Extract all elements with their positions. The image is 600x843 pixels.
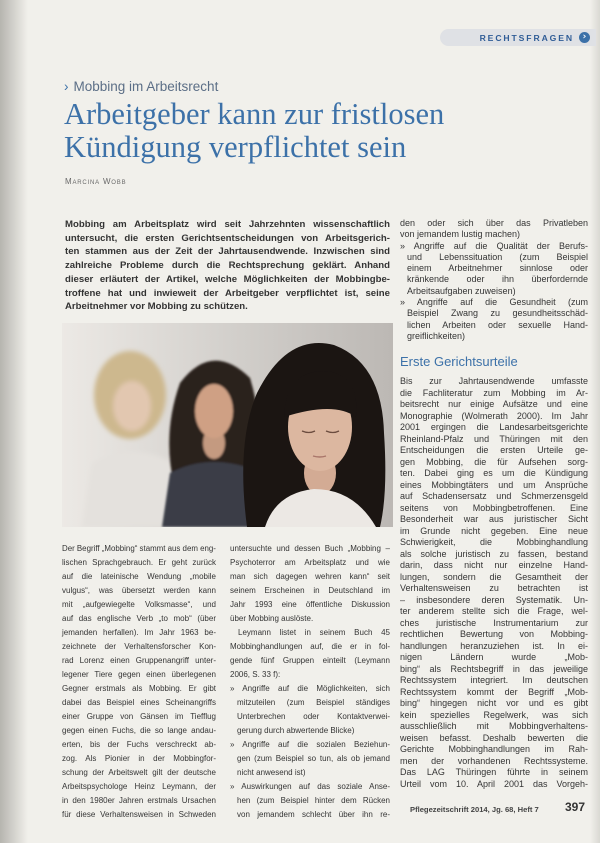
bullet-item: » Angriffe auf die Gesundheit (zum xyxy=(400,297,588,308)
title-line: Kündigung verpflichtet sein xyxy=(64,130,407,164)
body-text-line: auf die lateinische Wendung „mobile xyxy=(62,572,216,581)
footer-journal: Pflegezeitschrift 2014, Jg. 68, Heft 7 xyxy=(410,805,539,814)
body-text-line: zeichnete der Verhaltensforscher Kon- xyxy=(62,642,216,651)
body-text-line: Rechtssystem kommt der Begriff „Mob- xyxy=(400,686,588,697)
body-text-line: dabei das Beispiel eines Scheinangriffs xyxy=(62,698,216,707)
scan-shadow-left xyxy=(0,0,28,843)
right-column-body xyxy=(400,376,588,790)
lead-line: untersucht, die ersten Gerichtsentscheidungen von Arbeitsgerich- xyxy=(65,232,390,244)
body-text-line: auf Schadensersatz und Schmerzensgeld xyxy=(400,491,588,501)
body-text-line: Verhaltensweisen zu betrachten ist xyxy=(400,583,588,593)
section-label: RECHTSFRAGEN xyxy=(479,32,574,43)
lead-line: dieser erläutert der Artikel, welche Möglichkeiten der Mobbingbe- xyxy=(65,273,390,285)
bullet-item-line: Arbeitsaufgaben zuweisen) xyxy=(407,285,516,296)
body-text-line: seitens von Mobbingbetroffenen. Eine xyxy=(400,502,588,513)
bullet-item-line: greiflichkeiten) xyxy=(407,330,466,341)
body-text-line: für diese Verhaltensweisen in Schweden xyxy=(62,810,216,819)
body-text-line: gende fünf Gruppen einteilt (Leymann xyxy=(230,656,390,665)
lead-line: Arbeitnehmer vor Mobbing zu schützen. xyxy=(65,301,248,313)
lead-line: Mobbing am Arbeitsplatz wird seit Jahrzehnten wissenschaftlich xyxy=(65,219,390,230)
body-text-line: in den 1980er Jahren erstmals Ursachen xyxy=(62,796,216,805)
body-text-line: ter anderem stellte sich die Frage, wel- xyxy=(400,606,588,616)
section-heading: Erste Gerichtsurteile xyxy=(400,354,518,369)
body-text-line: handlungen heranzuziehen ist. In ei- xyxy=(400,640,588,651)
bullet-item-line: hen (zum Beispiel hinter dem Rücken xyxy=(237,796,390,805)
body-text-line: Leymann listet in seinem Buch 45 xyxy=(238,628,390,637)
body-text-line: Bis zur Jahrtausendwende umfasste xyxy=(400,376,588,386)
bullet-item-line: Unterbrechen oder Kontaktverwei- xyxy=(237,712,390,721)
body-text-line: men der vorhandenen Rechtssysteme. xyxy=(400,755,588,766)
lead-line: troffene hat und inwieweit der Arbeitgeber verpflichtet ist, seine xyxy=(65,287,390,299)
body-text-line: gen Mobbing, die für Aufsehen sorg- xyxy=(400,456,588,467)
body-text-line: erten, bis der Fuchs verschreckt ab- xyxy=(62,740,216,749)
body-text-line: nigen Ländern wurde „Mob- xyxy=(400,652,588,662)
face xyxy=(113,381,151,431)
body-text-line: den oder sich über das Privatleben xyxy=(400,218,588,228)
bullet-item: » Angriffe auf die sozialen Beziehun- xyxy=(230,740,390,749)
body-text-line: einer Gruppe von Gänsen im Tiefflug xyxy=(62,712,216,721)
column-1 xyxy=(62,542,216,822)
body-text-line: vulgus“, was übersetzt werden kann xyxy=(62,586,216,595)
body-text-line: kein spezielles Regelwerk, was sich xyxy=(400,709,588,720)
article-kicker xyxy=(64,79,218,94)
body-text-line: ten. Dabei ging es um die Kündigung xyxy=(400,468,588,478)
body-text-line: eines Mobbingtäters und um Ansprüche xyxy=(400,479,588,490)
bullet-item-line: und Lebenssituation (zum Beispiel xyxy=(407,251,588,262)
arrow-circle-icon: › xyxy=(579,32,590,43)
article-author: Marcina Wobb xyxy=(65,177,127,186)
body-text-line: gegen einen Fuchs, die so lange andau- xyxy=(62,726,216,735)
body-text-line: Jahr 1993 eine öffentliche Diskussion xyxy=(230,600,390,609)
body-text-line: Gegner erstmals als Mobbing. Er gibt xyxy=(62,684,216,693)
column-2 xyxy=(230,542,390,822)
body-text-line: Psychoterror am Arbeitsplatz und wie xyxy=(230,558,390,567)
chevron-right-icon: › xyxy=(64,79,69,94)
body-text-line: weisen befasst. Deshalb bewerten die xyxy=(400,732,588,743)
body-text-line: Entscheidungen die ersten Urteile ge- xyxy=(400,445,588,455)
body-text-line: 2001 ergingen die Landesarbeitsgerichte xyxy=(400,422,588,432)
body-text-line: Arbeitspsychologe Heinz Leymann, der xyxy=(62,782,216,791)
body-text-line: auf das englische Verb „to mob“ (über xyxy=(62,614,216,623)
body-text-line: 2006, S. 33 f): xyxy=(230,670,281,679)
body-text-line: Schwierigkeit, die Mobbinghandlung xyxy=(400,537,588,547)
body-text-line: mit „aufgewiegelte Volksmasse“, und xyxy=(62,600,216,609)
body-text-line: Mobbinghandlungen auf, die er in fol- xyxy=(230,642,390,651)
lead-line: ten stammen aus der Zeit der Jahrtausendwende. Inzwischen sind xyxy=(65,246,390,258)
body-text-line: lischen Sprachgebrauch. Er geht zurück xyxy=(62,558,216,567)
body-text-line: jemanden herfallen). Im Jahr 1963 be- xyxy=(62,628,216,637)
body-text-line: beitsrecht nur einige Aufsätze und eine xyxy=(400,399,588,409)
bullet-item-line: gen (zum Beispiel so tun, als ob jemand xyxy=(237,754,390,763)
face xyxy=(195,384,233,438)
body-text-line: von jemandem lustig machen) xyxy=(400,229,521,240)
body-text-line: Monographie (Wolmerath 2000). Im Jahr xyxy=(400,410,588,421)
body-text-line: rechtlichen Bewertung von Mobbing- xyxy=(400,629,588,639)
article-title xyxy=(64,98,444,164)
bullet-item-line: nicht anwesend ist) xyxy=(237,768,306,777)
body-text-line: Rheinland-Pfalz und Thüringen mit den xyxy=(400,433,588,444)
body-text-line: seinem Erscheinen in Deutschland im xyxy=(230,586,390,595)
body-text-line: darin, dass nicht nur einzelne Hand- xyxy=(400,560,588,570)
body-text-line: rad Lorenz einen Gruppenangriff unter- xyxy=(62,656,216,665)
body-text-line: Das LAG Thüringen führte in seinem xyxy=(400,767,588,777)
body-text-line: bing“ als Rechtsbegriff in das jeweilige xyxy=(400,663,588,674)
bullet-item-line: mitzuteilen (zum Beispiel ständiges xyxy=(237,698,390,707)
body-text-line: Gerichte Mobbinghandlungen im Rah- xyxy=(400,744,588,754)
body-text-line: als solche juristisch zu fassen, bestand xyxy=(400,548,588,559)
body-text-line: untersuchte und dessen Buch „Mobbing – xyxy=(230,544,390,553)
bullet-item-line: kränkende oder ihn überfordernde xyxy=(407,274,588,285)
body-text-line: ausschließlich mit Mobbingverhaltens- xyxy=(400,721,588,731)
scan-shadow-right xyxy=(590,0,600,843)
bullet-item-line: von jemandem schlecht über ihn re- xyxy=(237,810,390,819)
body-text-line: bing“ hingegen nicht vor und es gibt xyxy=(400,698,588,708)
body-text-line: zog. Als Pionier in der Mobbingfor- xyxy=(62,754,216,763)
section-header-tab xyxy=(440,29,596,46)
body-text-line: ches juristische Instrumentarium zur xyxy=(400,617,588,628)
bullet-item-line: lichen Arbeiten oder sexuelle Hand- xyxy=(407,319,588,330)
right-column-top xyxy=(400,218,588,342)
bullet-item-line: Beispiel Zwang zu gesundheitsschäd- xyxy=(407,308,588,319)
bullet-item: » Angriffe auf die Möglichkeiten, sich xyxy=(230,684,390,693)
kicker-text: Mobbing im Arbeitsrecht xyxy=(73,79,219,94)
body-text-line: Der Begriff „Mobbing“ stammt aus dem eng- xyxy=(62,544,216,553)
body-text-line: lungen, sondern die Gesamtheit der xyxy=(400,571,588,582)
body-text-line: über Mobbing auslöste. xyxy=(230,614,314,623)
body-text-line: Rechtssystem integriert. Im deutschen xyxy=(400,675,588,685)
title-line: Arbeitgeber kann zur fristlosen xyxy=(64,97,445,131)
bullet-item: » Auswirkungen auf das soziale Anse- xyxy=(230,782,390,791)
bullet-item-line: einem Arbeitnehmer sinnlose oder xyxy=(407,263,588,274)
body-text-line: Besonderheit war aus juristischer Sicht xyxy=(400,514,588,524)
body-text-line: schung der Arbeitswelt gilt der deutsche xyxy=(62,768,216,777)
body-text-line: die Fachliteratur zum Mobbing im Ar- xyxy=(400,387,588,398)
body-text-line: legener Tiere gegen einen überlegenen xyxy=(62,670,216,679)
article-lead xyxy=(65,218,390,314)
article-photo xyxy=(62,323,393,527)
body-text-line: – insbesondere deren Systematik. Un- xyxy=(400,594,588,605)
body-text-line: Urteil vom 10. April 2001 das Vorgeh- xyxy=(400,778,588,789)
page-number: 397 xyxy=(565,800,586,814)
photo-illustration xyxy=(62,323,393,527)
bullet-item-line: gerung durch abwertende Blicke) xyxy=(237,726,355,735)
bullet-item: » Angriffe auf die Qualität der Berufs- xyxy=(400,240,588,251)
lead-line: zahlreiche Probleme durch die Rechtsprechung geklärt. Anhand xyxy=(65,260,390,272)
body-text-line: im Grunde nicht gegeben. Eine neue xyxy=(400,525,588,536)
body-text-line: man sich dagegen wehren kann“ seit xyxy=(230,572,390,581)
